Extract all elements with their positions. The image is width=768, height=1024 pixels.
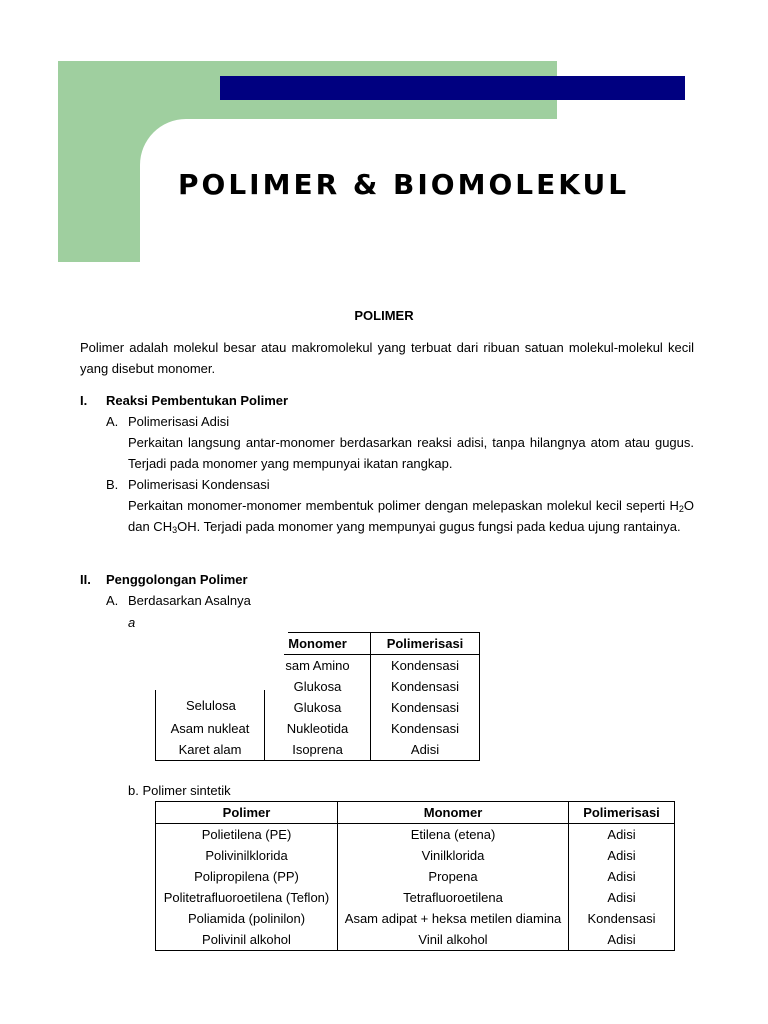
section1-heading: Reaksi Pembentukan Polimer <box>106 393 289 408</box>
table-cell: Vinilklorida <box>338 845 569 866</box>
table-header-cell: Polimer <box>156 802 338 824</box>
table-row <box>156 908 675 929</box>
table-cell: Adisi <box>569 929 675 951</box>
section2-sub-marker-a: a <box>128 615 136 630</box>
section2-heading: Penggolongan Polimer <box>106 572 248 587</box>
subscript-3: 3 <box>172 525 178 535</box>
table-header-cell: Monomer <box>338 802 569 824</box>
section2-a-title: Berdasarkan Asalnya <box>128 593 251 608</box>
table-row <box>156 739 480 761</box>
table-cell: Polietilena (PE) <box>156 824 338 846</box>
document-title: POLIMER & BIOMOLEKUL <box>178 168 630 201</box>
table-cell: Asam adipat + heksa metilen diamina <box>338 908 569 929</box>
table-cell: Isoprena <box>265 739 371 761</box>
table-cell: Adisi <box>569 887 675 908</box>
partially-hidden-cell-text: Selulosa <box>186 698 236 713</box>
section1-b-line-1 <box>128 495 694 516</box>
b-line2-tail: OH. Terjadi pada monomer yang mempunyai gugus fungsi pada kedua ujung rantainya. <box>177 519 681 534</box>
table-cell: sam Amino <box>265 655 371 677</box>
table-cell: Nukleotida <box>265 718 371 739</box>
table-cell: Kondensasi <box>371 655 480 677</box>
subscript-2: 2 <box>678 504 684 514</box>
section1-a-marker: A. <box>106 414 119 429</box>
section2-a-marker: A. <box>106 593 119 608</box>
section1-a-line-1: Perkaitan langsung antar-monomer berdasarkan reaksi adisi, tanpa hilangnya atom atau gugus. <box>128 435 694 450</box>
table-row <box>156 866 675 887</box>
table-cell: Adisi <box>569 866 675 887</box>
synthetic-polymer-table <box>155 801 675 951</box>
table-row <box>156 824 675 846</box>
table-row <box>156 887 675 908</box>
table-cell: Glukosa <box>265 697 371 718</box>
table-cell: Etilena (etena) <box>338 824 569 846</box>
table-row <box>156 718 480 739</box>
section1-number: I. <box>80 393 88 408</box>
section1-b-line-2 <box>128 516 681 537</box>
table-header-cell: Monomer <box>265 633 371 655</box>
table-cell: Polivinil alkohol <box>156 929 338 951</box>
section1-b-title: Polimerisasi Kondensasi <box>128 477 270 492</box>
b-line1-text: Perkaitan monomer-monomer membentuk polimer dengan melepaskan molekul kecil seperti H <box>128 498 679 513</box>
section1-a-title: Polimerisasi Adisi <box>128 414 230 429</box>
b-line1-tail: O <box>683 498 694 513</box>
table-obscuring-overlay-small <box>264 630 288 654</box>
section-title: POLIMER <box>354 308 414 323</box>
table-row <box>156 845 675 866</box>
table-cell: Vinil alkohol <box>338 929 569 951</box>
header-navy-bar <box>220 76 685 100</box>
table-cell: Tetrafluoroetilena <box>338 887 569 908</box>
section2-b-label: b. Polimer sintetik <box>128 783 231 798</box>
intro-line-1: Polimer adalah molekul besar atau makromolekul yang terbuat dari ribuan satuan molekul-molekul kecil <box>80 340 694 355</box>
b-line2-text: dan CH <box>128 519 173 534</box>
table-cell: Kondensasi <box>569 908 675 929</box>
table-cell: Polipropilena (PP) <box>156 866 338 887</box>
intro-line-2: yang disebut monomer. <box>80 361 216 376</box>
table-cell: Kondensasi <box>371 676 480 697</box>
table-cell: Adisi <box>371 739 480 761</box>
table-header-cell: Polimerisasi <box>371 633 480 655</box>
table-header-row <box>156 802 675 824</box>
section1-a-line-2: Terjadi pada monomer yang mempunyai ikatan rangkap. <box>128 456 453 471</box>
table-header-cell: Polimerisasi <box>569 802 675 824</box>
section2-number: II. <box>80 572 91 587</box>
table-cell: Polivinilklorida <box>156 845 338 866</box>
table-cell: Asam nukleat <box>156 718 265 739</box>
table-cell: Poliamida (polinilon) <box>156 908 338 929</box>
table-cell: Politetrafluoroetilena (Teflon) <box>156 887 338 908</box>
table-cell: Glukosa <box>265 676 371 697</box>
table-cell: Propena <box>338 866 569 887</box>
table-cell: Karet alam <box>156 739 265 761</box>
table-row <box>156 929 675 951</box>
table-cell: Kondensasi <box>371 718 480 739</box>
table-cell: Adisi <box>569 845 675 866</box>
table-cell: Adisi <box>569 824 675 846</box>
table-cell: Kondensasi <box>371 697 480 718</box>
section1-b-marker: B. <box>106 477 119 492</box>
